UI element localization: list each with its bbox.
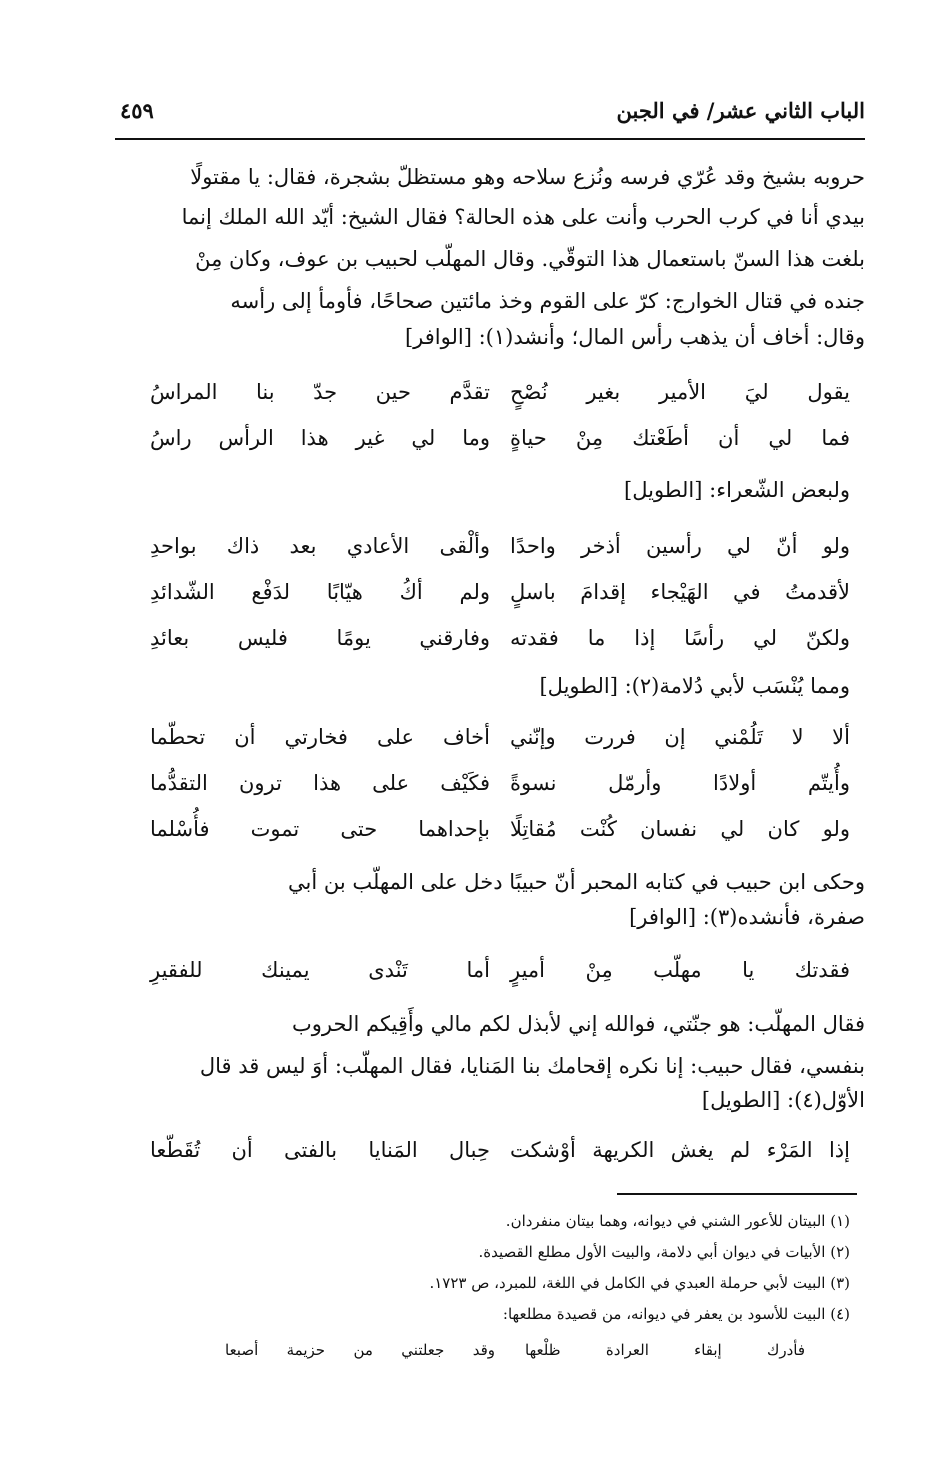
verse-first-hemistich: ولو كان لي نفسان كُنْت مُقاتِلًا xyxy=(510,817,850,841)
paragraph-1-line-2: بيدي أنا في كرب الحرب وأنت على هذه الحالة؟ فقال الشيخ: أيّد الله الملك إنما xyxy=(181,205,865,229)
poem-intro-3: ومما يُنْسَب لأبي دُلامة(٢): [الطويل] xyxy=(539,674,850,698)
footnote-2: (٢) الأبيات في ديوان أبي دلامة، والبيت الأول مطلع القصيدة. xyxy=(478,1243,850,1261)
verse-second-hemistich: ولم أكُ هيّابًا لدَفْع الشّدائدِ xyxy=(150,580,490,604)
verse-line xyxy=(150,1138,850,1180)
verse-first-hemistich: ولكنّ لي رأسًا إذا ما فقدته xyxy=(510,626,850,650)
verse-line xyxy=(150,380,850,422)
verse-second-hemistich: وألْقى الأعادي بعد ذاك بواحدِ xyxy=(150,534,490,558)
verse-first-hemistich: ولو أنّ لي رأسين أذخر واحدًا xyxy=(510,534,850,558)
verse-first-hemistich: فما لي أن أطَعْتك مِنْ حياةٍ xyxy=(510,426,850,450)
verse-second-hemistich: وقد جعلتني من حزيمة أصبعا xyxy=(225,1341,495,1359)
paragraph-2-line-1: وحكى ابن حبيب في كتابه المحبر أنّ حبيبًا دخل على المهلّب بن أبي xyxy=(287,870,865,894)
verse-line xyxy=(150,580,850,622)
verse-first-hemistich: ألا لا تَلُمْني إن فررت وإنّني xyxy=(510,725,850,749)
paragraph-3-line-1: فقال المهلّب: هو جنّتي، فوالله إني لأبذل لكم مالي وأَقِيكم الحروب xyxy=(292,1012,865,1036)
footnote-1: (١) البيتان للأعور الشني في ديوانه، وهما بيتان منفردان. xyxy=(505,1212,850,1230)
verse-second-hemistich: أما تَنْدى يمينك للفقيرِ xyxy=(150,958,490,982)
verse-first-hemistich: لأقدمتُ في الهَيْجاء إقدامَ باسلٍ xyxy=(510,580,850,604)
verse-second-hemistich: بإحداهما حتى تموت فأُسْلما xyxy=(150,817,490,841)
chapter-title: الباب الثاني عشر/ في الجبن xyxy=(616,98,865,123)
verse-second-hemistich: فكَيْف على هذا ترون التقدُّما xyxy=(150,771,490,795)
verse-second-hemistich: أخاف على فخارتي أن تحطّما xyxy=(150,725,490,749)
verse-line xyxy=(150,534,850,576)
footnote-3: (٣) البيت لأبي حرملة العبدي في الكامل في اللغة، للمبرد، ص ١٧٢٣. xyxy=(429,1274,850,1292)
paragraph-3-line-2: بنفسي، فقال حبيب: إنا نكره إقحامك بنا المَنايا، فقال المهلّب: أوَ ليس قد قال xyxy=(199,1054,865,1078)
paragraph-1-line-3: بلغت هذا السنّ باستعمال هذا التوقّي. وقال المهلّب لحبيب بن عوف، وكان مِنْ xyxy=(195,247,865,271)
footnote-rule xyxy=(617,1193,857,1195)
verse-first-hemistich: فأدرك إبقاء العرادة ظلْعها xyxy=(525,1341,805,1359)
running-header xyxy=(120,98,865,138)
verse-line xyxy=(150,725,850,767)
paragraph-1-line-1: حروبه بشيخ وقد عُرّي فرسه ونُزع سلاحه وهو مستظلّ بشجرة، فقال: يا مقتولًا xyxy=(190,165,865,189)
verse-second-hemistich: حِبال المَنايا بالفتى أن تُقَطّعا xyxy=(150,1138,490,1162)
verse-first-hemistich: وأُيتّم أولادًا وأرمّل نسوةً xyxy=(510,771,850,795)
page-number: ٤٥٩ xyxy=(120,98,154,123)
verse-second-hemistich: تقدَّم حين جدّ بنا المراسُ xyxy=(150,380,490,404)
poem-intro-2: ولبعض الشّعراء: [الطويل] xyxy=(624,478,850,502)
paragraph-2-line-2: صفرة، فأنشده(٣): [الوافر] xyxy=(629,905,865,929)
verse-second-hemistich: وما لي غير هذا الرأس راسُ xyxy=(150,426,490,450)
verse-first-hemistich: يقول ليَ الأمير بغير نُصْحٍ xyxy=(510,380,850,404)
verse-line xyxy=(150,626,850,668)
verse-line xyxy=(150,958,850,1000)
verse-line xyxy=(150,771,850,813)
verse-first-hemistich: إذا المَرْء لم يغش الكريهة أوْشكت xyxy=(510,1138,850,1162)
paragraph-1-line-4: جنده في قتال الخوارج: كرّ على القوم وخذ مائتين صحاحًا، فأومأ إلى رأسه xyxy=(230,289,865,313)
header-rule xyxy=(115,138,865,140)
verse-second-hemistich: وفارقني يومًا فليس بعائدِ xyxy=(150,626,490,650)
verse-line xyxy=(150,817,850,859)
paragraph-3-line-3: الأوّل(٤): [الطويل] xyxy=(701,1088,865,1112)
paragraph-1-line-5: وقال: أخاف أن يذهب رأس المال؛ وأنشد(١): [الوافر] xyxy=(404,325,865,349)
footnote-verse xyxy=(225,1341,805,1369)
verse-line xyxy=(150,426,850,468)
footnote-4: (٤) البيت للأسود بن يعفر في ديوانه، من قصيدة مطلعها: xyxy=(502,1305,850,1323)
verse-first-hemistich: فقدتك يا مهلّب مِنْ أميرٍ xyxy=(510,958,850,982)
